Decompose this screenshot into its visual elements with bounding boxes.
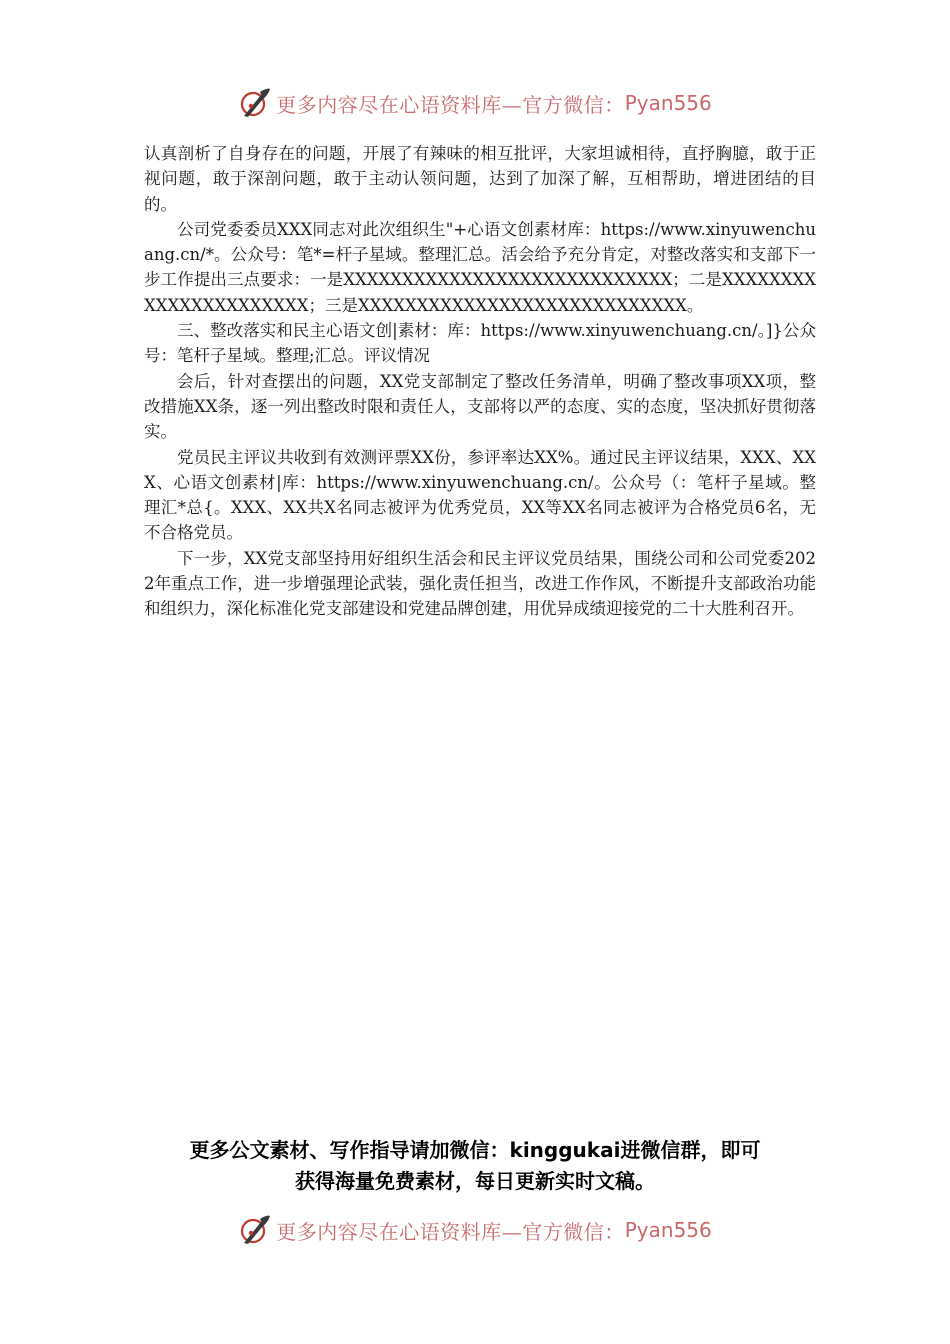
header-banner bbox=[0, 83, 950, 123]
section-heading-3: 三、整改落实和民主心语文创|素材：库：https://www.xinyuwenchuang.cn/。]}公众号：笔杆子星域。整理;汇总。评议情况 bbox=[144, 321, 816, 366]
document-body bbox=[144, 141, 816, 622]
paragraph-4: 会后，针对查摆出的问题，XX党支部制定了整改任务清单，明确了整改事项XX项，整改措施XX条，逐一列出整改时限和责任人，支部将以严的态度、实的态度，坚决抓好贯彻落实。 bbox=[144, 371, 816, 442]
paragraph-5: 党员民主评议共收到有效测评票XX份，参评率达XX%。通过民主评议结果，XXX、XXX、心语文创素材|库：https://www.xinyuwenchuang.cn/。公众号（：笔杆子星域。整理汇*总{。XXX、XX共X名同志被评为优秀党员，XX等XX名同志被评为合格党员6名，无不合格党员。 bbox=[144, 447, 816, 543]
paragraph-1: 认真剖析了自身存在的问题，开展了有辣味的相互批评，大家坦诚相待，直抒胸臆，敢于正视问题，敢于深剖问题，敢于主动认领问题，达到了加深了解，互相帮助，增进团结的目的。 bbox=[144, 144, 816, 214]
banner-wechat-id: Pyan556 bbox=[624, 1218, 712, 1242]
banner-text: 更多内容尽在心语资料库—官方微信： bbox=[276, 92, 625, 117]
footer-banner bbox=[0, 1210, 950, 1250]
quill-pen-logo-icon bbox=[238, 86, 272, 120]
banner-text: 更多内容尽在心语资料库—官方微信： bbox=[276, 1219, 625, 1244]
paragraph-2: 公司党委委员XXX同志对此次组织生"+心语文创素材库：https://www.xinyuwenchuang.cn/*。公众号：笔*=杆子星域。整理汇总。活会给予充分肯定，对整改落实和支部下一步工作提出三点要求：一是XXXXXXXXXXXXXXXXXXXXXXXXXXXX；二是XXXXXXXXXXXXXXXXXXXXXX；三是XXXXXXXXXXXXXXXXXXXXXXXXXXXX。 bbox=[144, 219, 816, 315]
quill-pen-logo-icon bbox=[238, 1213, 272, 1247]
footer-note-line-1: 更多公文素材、写作指导请加微信：kinggukai进微信群，即可 bbox=[189, 1138, 761, 1162]
paragraph-6: 下一步，XX党支部坚持用好组织生活会和民主评议党员结果，围绕公司和公司党委2022年重点工作，进一步增强理论武装，强化责任担当，改进工作作风，不断提升支部政治功能和组织力，深化标准化党支部建设和党建品牌创建，用优异成绩迎接党的二十大胜利召开。 bbox=[144, 548, 816, 619]
footer-note-line-2: 获得海量免费素材，每日更新实时文稿。 bbox=[295, 1169, 655, 1193]
banner-wechat-id: Pyan556 bbox=[624, 91, 712, 115]
footer-promo-note bbox=[100, 1135, 850, 1197]
